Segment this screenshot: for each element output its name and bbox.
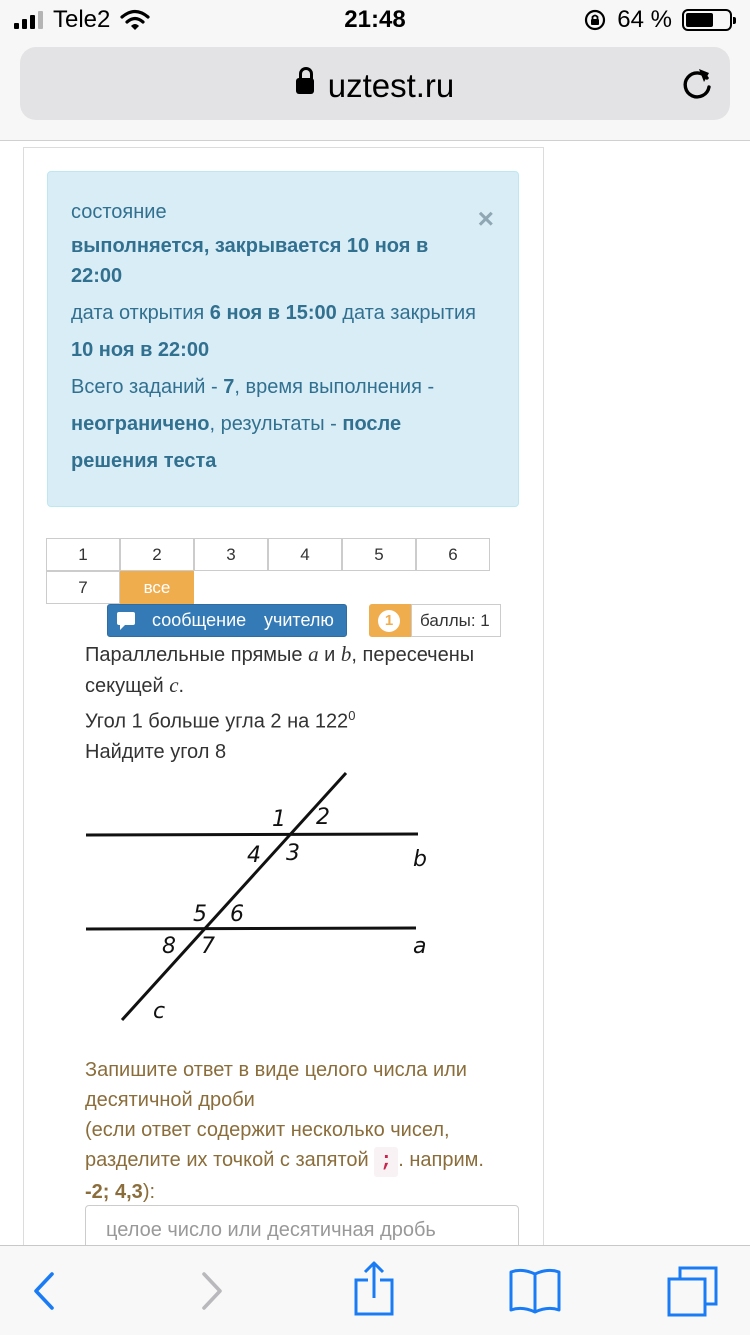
var-c: c [169, 673, 179, 697]
page-4-button[interactable]: 4 [268, 538, 342, 571]
page-5-button[interactable]: 5 [342, 538, 416, 571]
q-text: и [318, 644, 341, 666]
angle-label-7: 7 [201, 934, 215, 959]
question-text [85, 639, 515, 767]
orientation-lock-icon [583, 8, 607, 32]
time-label: , время выполнения - [234, 376, 435, 398]
question-line-2 [85, 670, 515, 701]
page-all-button[interactable]: все [120, 571, 194, 604]
angle-label-1: 1 [272, 807, 286, 832]
angle-label-4: 4 [247, 843, 261, 868]
browser-chrome [0, 40, 750, 141]
page-3-button[interactable]: 3 [194, 538, 268, 571]
angle-label-5: 5 [193, 902, 207, 927]
url-text: uztest.ru [327, 67, 455, 104]
address-bar[interactable] [20, 47, 730, 120]
line-b-label: b [413, 847, 427, 872]
test-status-alert [47, 171, 519, 507]
q-text: Параллельные прямые [85, 644, 309, 666]
state-value: выполняется, закрывается 10 ноя в 22:00 [71, 235, 429, 287]
close-icon[interactable]: × [477, 203, 494, 234]
message-teacher-button[interactable] [107, 604, 347, 637]
back-icon[interactable] [30, 1260, 58, 1320]
carrier-name: Tele2 [53, 6, 111, 33]
time-value: неограничено [71, 413, 210, 435]
page-2-button[interactable]: 2 [120, 538, 194, 571]
q-text: секущей [85, 675, 170, 697]
share-icon[interactable] [352, 1260, 396, 1320]
parallel-lines-figure [80, 768, 440, 1028]
degree-sup: 0 [348, 708, 356, 723]
answer-instructions [85, 1055, 525, 1207]
bookmarks-icon[interactable] [508, 1260, 562, 1320]
var-a: a [308, 642, 319, 666]
angle-label-6: 6 [230, 902, 244, 927]
clock: 21:48 [344, 6, 406, 33]
semicolon-code: ; [374, 1147, 398, 1177]
instruction-line-2 [85, 1115, 525, 1207]
line-a [86, 928, 416, 929]
line-c [122, 773, 346, 1020]
page-7-button[interactable]: 7 [46, 571, 120, 604]
score-label: баллы: 1 [411, 604, 501, 637]
status-bar [0, 0, 750, 40]
forward-icon[interactable] [198, 1260, 226, 1320]
line-c-label: c [153, 999, 166, 1024]
summary-text [71, 369, 481, 480]
safari-toolbar [0, 1245, 750, 1335]
example-value: -2; 4,3 [85, 1181, 143, 1203]
question-line-4: Найдите угол 8 [85, 740, 227, 763]
line-a-label: a [413, 934, 427, 959]
angle-label-3: 3 [286, 841, 300, 866]
results-value: после решения теста [71, 413, 402, 472]
score-indicator [369, 604, 501, 637]
page-1-button[interactable]: 1 [46, 538, 120, 571]
q-text: , пересечены [351, 644, 475, 666]
angle-label-8: 8 [162, 934, 176, 959]
angle-label-2: 2 [316, 805, 330, 830]
dates-text [71, 295, 481, 369]
page-6-button[interactable]: 6 [416, 538, 490, 571]
message-word-1: сообщение [152, 610, 247, 630]
state-label: состояние [71, 201, 167, 223]
message-word-2: учителю [264, 610, 334, 630]
battery-icon [682, 9, 732, 31]
question-line-3 [85, 701, 515, 737]
close-label: дата закрытия [342, 302, 476, 324]
line-b [86, 834, 418, 835]
comment-icon [117, 612, 135, 625]
total-label: Всего заданий - [71, 376, 218, 398]
results-label: , результаты - [209, 413, 337, 435]
instruction-line-1: Запишите ответ в виде целого числа или десятичной дроби [85, 1059, 467, 1111]
battery-percent: 64 % [617, 6, 672, 33]
question-line-1 [85, 639, 515, 670]
q-text: Угол 1 больше угла 2 на 122 [85, 710, 349, 733]
score-badge [369, 604, 411, 637]
lock-icon [296, 78, 314, 94]
instr-text: (если ответ содержит несколько чисел, разделите их точкой с запятой [85, 1119, 450, 1171]
instr-text: ): [142, 1181, 156, 1203]
url-display[interactable] [20, 67, 730, 105]
tabs-icon[interactable] [666, 1260, 720, 1320]
instr-text: . наприм. [398, 1149, 484, 1171]
open-label: дата открытия [71, 302, 205, 324]
total-value: 7 [223, 376, 235, 398]
open-value: 6 ноя в 15:00 [209, 302, 337, 324]
score-badge-number: 1 [378, 610, 400, 632]
var-b: b [340, 642, 352, 666]
close-value: 10 ноя в 22:00 [71, 339, 210, 361]
q-text: . [178, 675, 185, 697]
reload-icon[interactable] [680, 64, 714, 102]
